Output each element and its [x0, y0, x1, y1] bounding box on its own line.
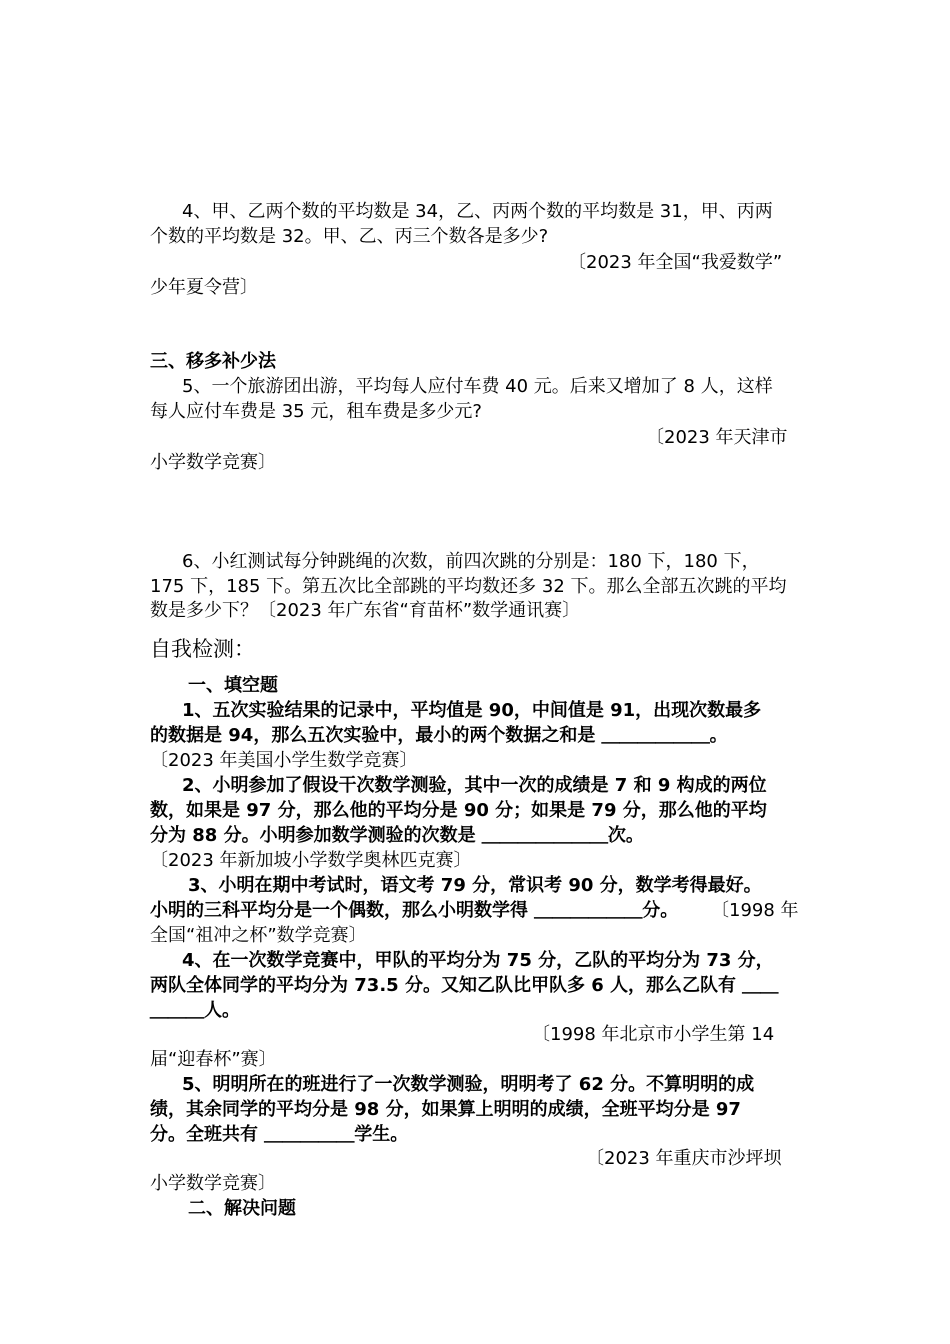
section-3-heading: 三、移多补少法 — [150, 351, 276, 372]
f2-line-3: 分为 88 分。小明参加数学测验的次数是 ＿＿＿＿＿＿＿次。 — [150, 825, 644, 846]
f5-source-b: 小学数学竞赛〕 — [150, 1173, 276, 1194]
f3-line-2: 小明的三科平均分是一个偶数，那么小明数学得 ＿＿＿＿＿＿分。 — [150, 900, 679, 921]
f1-line-2: 的数据是 94，那么五次实验中，最小的两个数据之和是 ＿＿＿＿＿＿。 — [150, 725, 728, 746]
f5-line-2: 绩，其余同学的平均分是 98 分，如果算上明明的成绩，全班平均分是 97 — [150, 1099, 741, 1120]
f3-line-3: 全国“祖冲之杯”数学竞赛〕 — [150, 925, 367, 946]
f4-line-3: ＿＿＿人。 — [150, 1000, 240, 1021]
q4-line-1: 4、甲、乙两个数的平均数是 34，乙、丙两个数的平均数是 31，甲、丙两 — [182, 201, 773, 222]
q4-source-b: 少年夏令营〕 — [150, 277, 258, 298]
q4-line-2: 个数的平均数是 32。甲、乙、丙三个数各是多少? — [150, 226, 549, 247]
f5-line-1: 5、明明所在的班进行了一次数学测验，明明考了 62 分。不算明明的成 — [182, 1074, 755, 1095]
f3-line-1: 3、小明在期中考试时，语文考 79 分，常识考 90 分，数学考得最好。 — [188, 875, 762, 896]
f4-line-1: 4、在一次数学竞赛中，甲队的平均分为 75 分，乙队的平均分为 73 分， — [182, 950, 774, 971]
f5-line-3: 分。全班共有 ＿＿＿＿＿学生。 — [150, 1124, 409, 1145]
f1-source: 〔2023 年美国小学生数学竞赛〕 — [150, 750, 418, 771]
q4-source-a: 〔2023 年全国“我爱数学” — [568, 252, 783, 273]
q6-line-2: 175 下，185 下。第五次比全部跳的平均数还多 32 下。那么全部五次跳的平均 — [150, 576, 787, 597]
f2-line-1: 2、小明参加了假设干次数学测验，其中一次的成绩是 7 和 9 构成的两位 — [182, 775, 767, 796]
f4-source-b: 届“迎春杯”赛〕 — [150, 1049, 277, 1070]
q5-source-a: 〔2023 年天津市 — [646, 427, 788, 448]
f5-source-a: 〔2023 年重庆市沙坪坝 — [586, 1148, 782, 1169]
solve-problems-heading: 二、解决问题 — [188, 1198, 296, 1219]
f2-line-2: 数，如果是 97 分，那么他的平均分是 90 分；如果是 79 分，那么他的平均 — [150, 800, 767, 821]
q6-line-3: 数是多少下？〔2023 年广东省“育苗杯”数学通讯赛〕 — [150, 600, 581, 621]
f2-source: 〔2023 年新加坡小学数学奥林匹克赛〕 — [150, 850, 472, 871]
q6-line-1: 6、小红测试每分钟跳绳的次数，前四次跳的分别是：180 下，180 下， — [182, 551, 760, 572]
q5-source-b: 小学数学竞赛〕 — [150, 452, 276, 473]
f4-line-2: 两队全体同学的平均分为 73.5 分。又知乙队比甲队多 6 人，那么乙队有 ＿＿ — [150, 975, 779, 996]
f3-line-2-source: 〔1998 年 — [711, 900, 799, 921]
self-check-title: 自我检测： — [150, 637, 255, 661]
f1-line-1: 1、五次实验结果的记录中，平均值是 90，中间值是 91，出现次数最多 — [182, 700, 762, 721]
q5-line-2: 每人应付车费是 35 元，租车费是多少元? — [150, 401, 482, 422]
q5-line-1: 5、一个旅游团出游，平均每人应付车费 40 元。后来又增加了 8 人，这样 — [182, 376, 773, 397]
f4-source-a: 〔1998 年北京市小学生第 14 — [532, 1024, 775, 1045]
fill-in-heading: 一、填空题 — [188, 675, 278, 696]
